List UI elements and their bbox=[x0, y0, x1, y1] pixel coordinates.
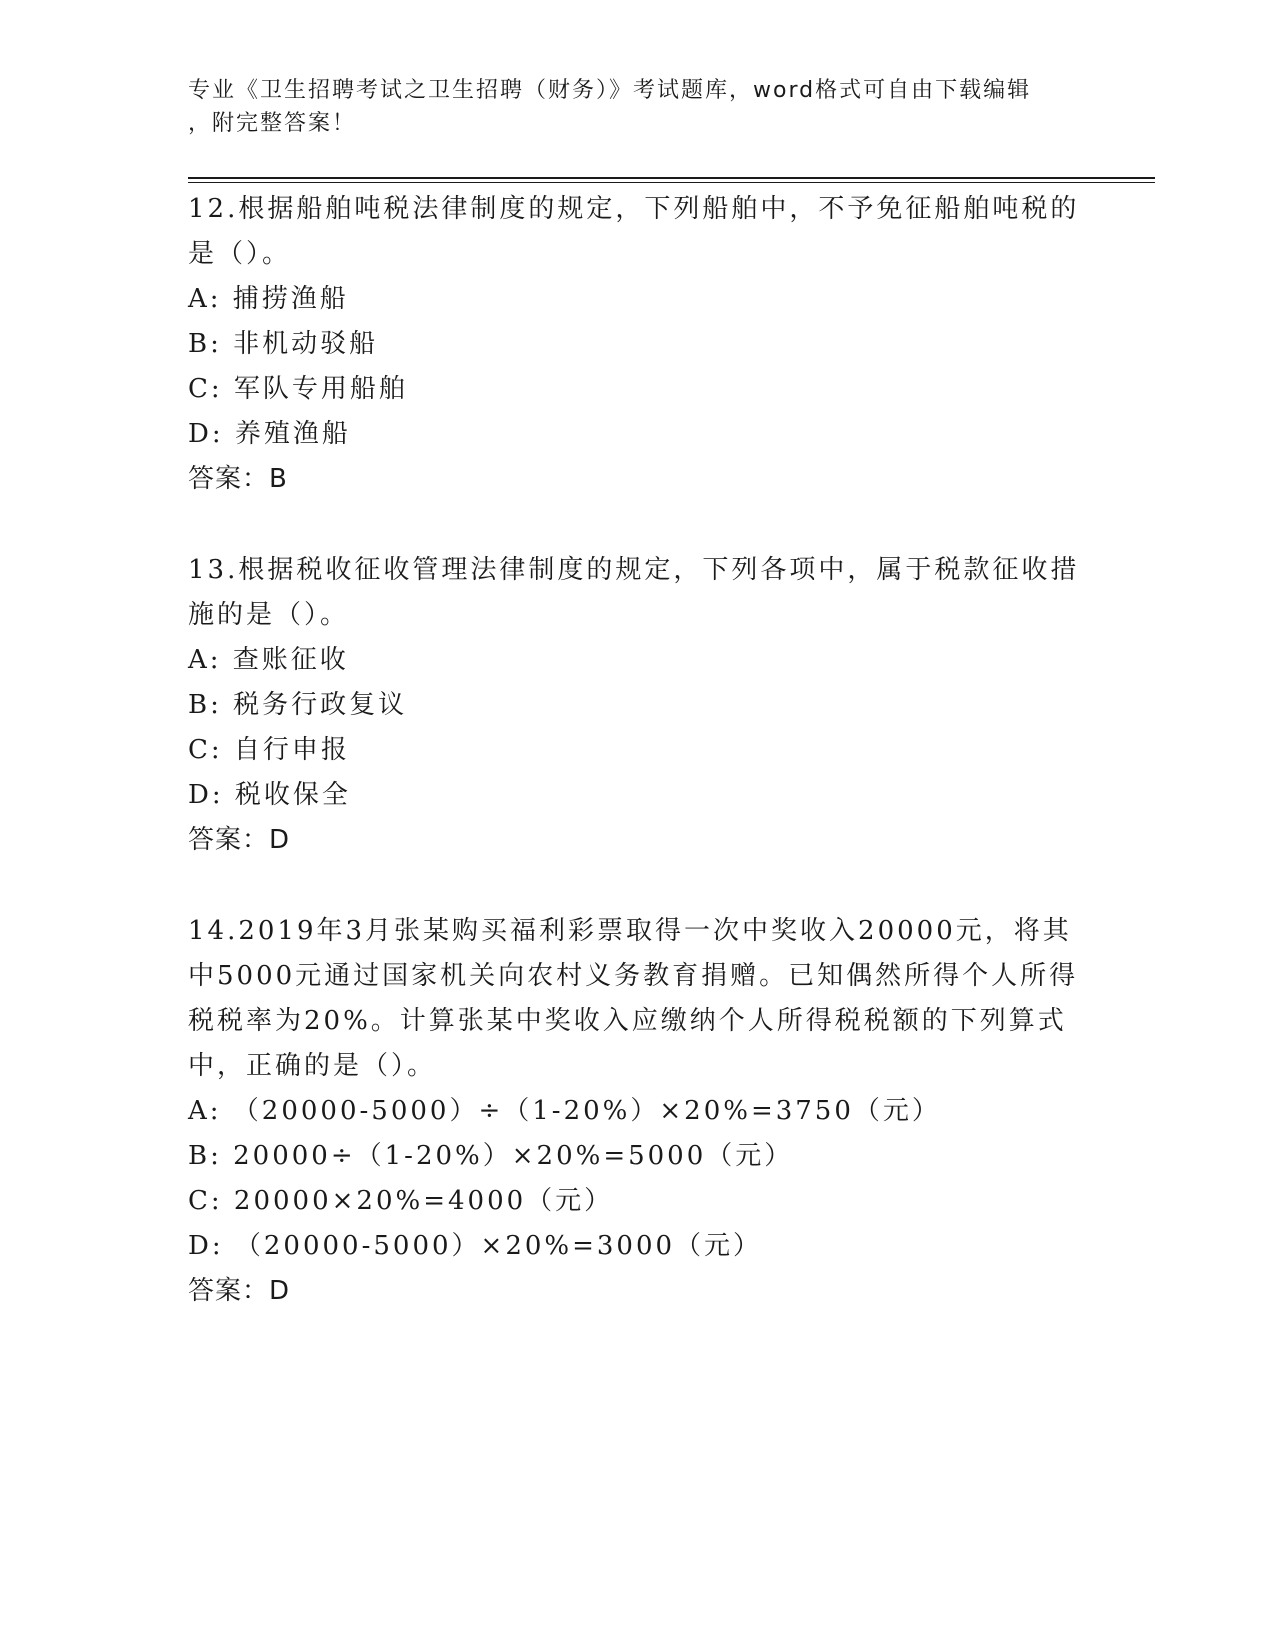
question-stem: 12.根据船舶吨税法律制度的规定，下列船舶中，不予免征船舶吨税的是（）。 bbox=[188, 194, 1080, 269]
option-d: D: 税收保全 bbox=[188, 780, 351, 810]
option-d: D: （20000-5000）×20%=3000（元） bbox=[188, 1231, 763, 1261]
option-c: C: 20000×20%=4000（元） bbox=[188, 1186, 614, 1216]
answer-line: 答案：D bbox=[188, 1276, 291, 1306]
document-header bbox=[188, 74, 1068, 140]
option-d: D: 养殖渔船 bbox=[188, 419, 351, 449]
question-list bbox=[188, 187, 1088, 1360]
header-line-1: 专业《卫生招聘考试之卫生招聘（财务）》考试题库，word格式可自由下载编辑 bbox=[188, 78, 1032, 103]
option-b: B: 20000÷（1-20%）×20%=5000（元） bbox=[188, 1141, 794, 1171]
answer-line: 答案：D bbox=[188, 825, 291, 855]
option-a: A: 捕捞渔船 bbox=[188, 284, 349, 314]
answer-line: 答案：B bbox=[188, 464, 288, 494]
header-divider-thick bbox=[188, 177, 1155, 179]
question-12 bbox=[188, 187, 1088, 502]
option-c: C: 自行申报 bbox=[188, 735, 350, 765]
option-a: A: （20000-5000）÷（1-20%）×20%=3750（元） bbox=[188, 1096, 941, 1126]
header-divider-thin bbox=[188, 182, 1155, 183]
question-stem: 13.根据税收征收管理法律制度的规定，下列各项中，属于税款征收措施的是（）。 bbox=[188, 555, 1080, 630]
question-13 bbox=[188, 548, 1088, 863]
option-b: B: 税务行政复议 bbox=[188, 690, 408, 720]
header-line-2: ，附完整答案！ bbox=[188, 111, 357, 136]
question-14 bbox=[188, 909, 1088, 1314]
question-stem: 14.2019年3月张某购买福利彩票取得一次中奖收入20000元，将其中5000元通过国家机关向农村义务教育捐赠。已知偶然所得个人所得税税率为20%。计算张某中奖收入应缴纳个人所得税税额的下列算式中，正确的是（）。 bbox=[188, 916, 1079, 1081]
option-a: A: 查账征收 bbox=[188, 645, 349, 675]
option-b: B: 非机动驳船 bbox=[188, 329, 379, 359]
option-c: C: 军队专用船舶 bbox=[188, 374, 408, 404]
